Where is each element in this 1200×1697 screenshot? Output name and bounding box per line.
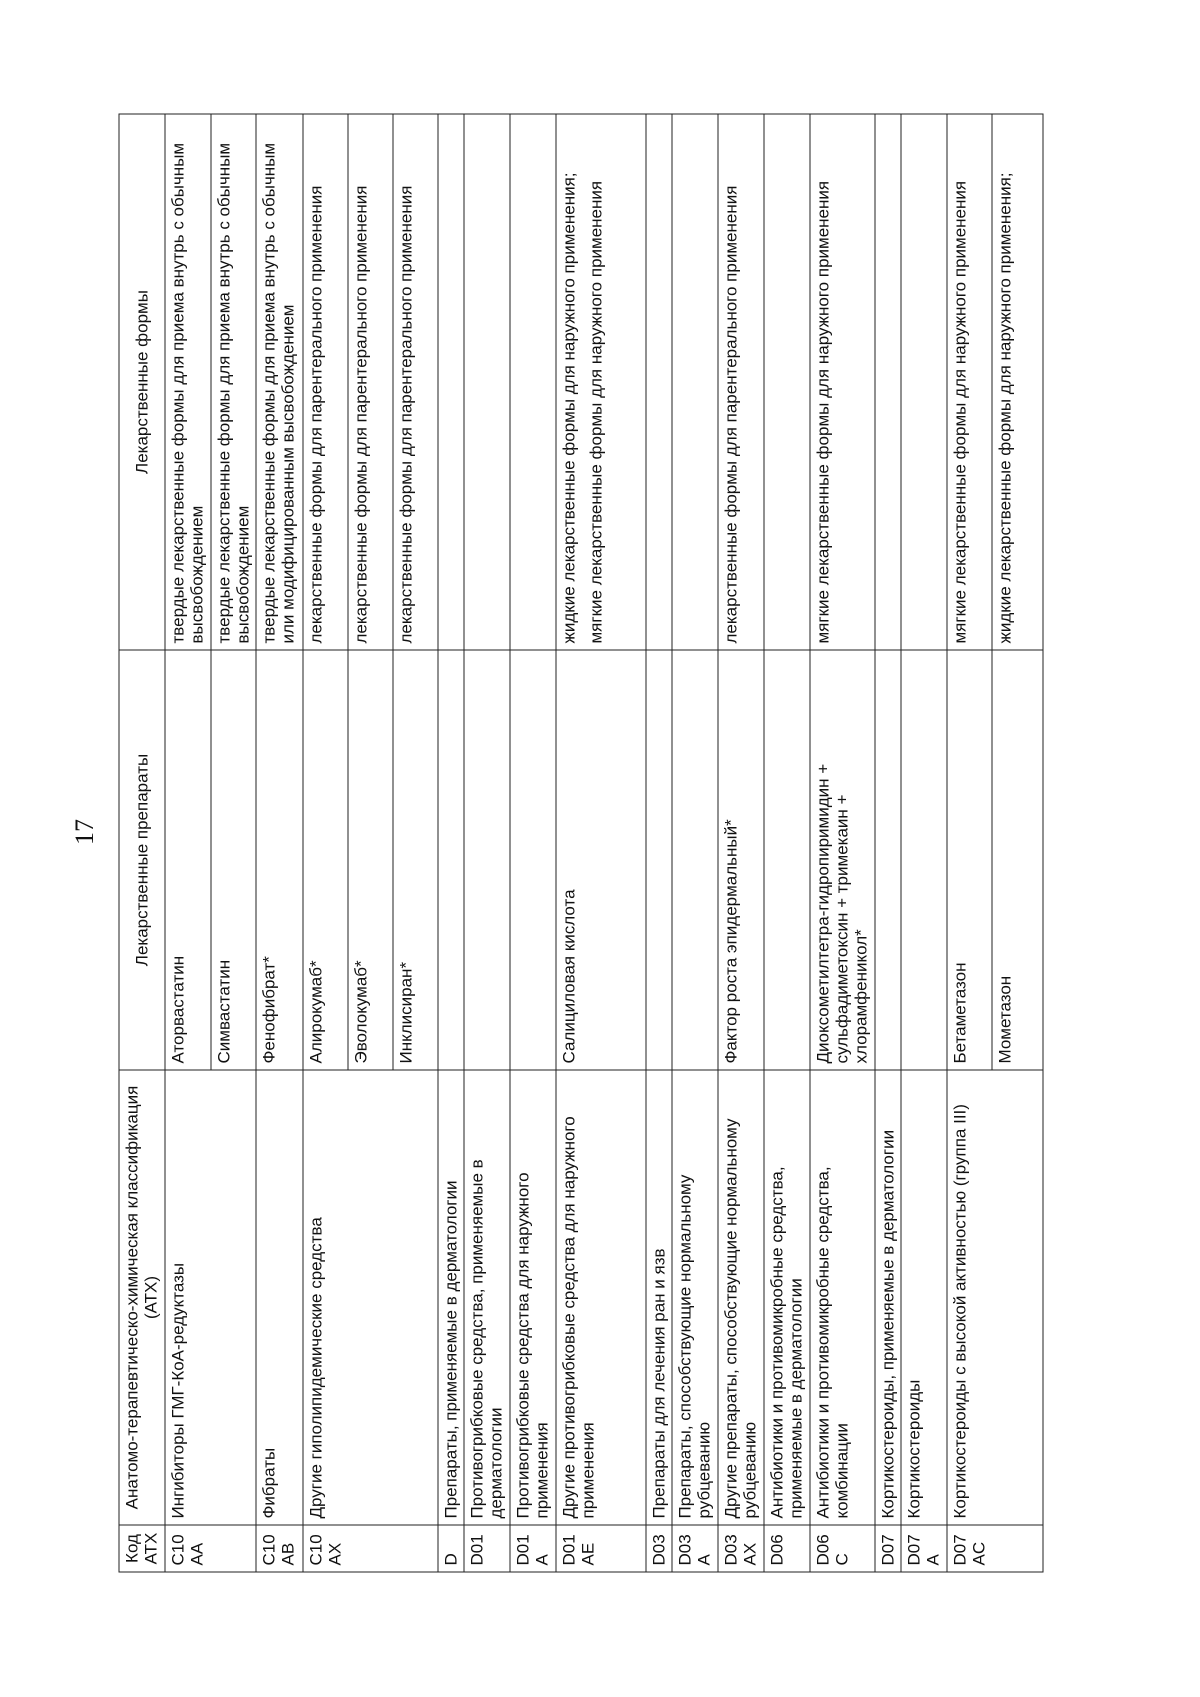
cell-form xyxy=(438,114,464,650)
cell-class: Препараты, способствующие нормальному рубцеванию xyxy=(672,1070,718,1525)
atc-drug-table xyxy=(119,114,1044,1573)
cell-code: D03 xyxy=(646,1525,672,1572)
header-forms: Лекарственные формы xyxy=(119,114,165,650)
cell-class: Антибиотики и противомикробные средства, применяемые в дерматологии xyxy=(764,1070,810,1525)
cell-class: Другие противогрибковые средства для наружного применения xyxy=(556,1070,646,1525)
cell-code: D07A xyxy=(901,1525,947,1572)
table-row xyxy=(646,114,672,1572)
table-row xyxy=(875,114,901,1572)
cell-class: Ингибиторы ГМГ-КоА-редуктазы xyxy=(165,1070,257,1525)
cell-class: Фибраты xyxy=(256,1070,303,1525)
cell-drug: Эволокумаб* xyxy=(348,650,393,1070)
cell-form: лекарственные формы для парентерального применения xyxy=(393,114,438,650)
form-line: жидкие лекарственные формы для наружного применения; xyxy=(559,172,579,644)
cell-code: D01A xyxy=(510,1525,556,1572)
cell-code: D07 xyxy=(875,1525,901,1572)
cell-code: C10AX xyxy=(303,1525,437,1572)
table-row xyxy=(764,114,810,1572)
header-code: Код АТХ xyxy=(119,1525,165,1572)
cell-form: твердые лекарственные формы для приема внутрь с обычным высвобождением xyxy=(165,114,211,650)
cell-form xyxy=(875,114,901,650)
cell-drug xyxy=(672,650,718,1070)
cell-drug: Фактор роста эпидермальный* xyxy=(718,650,764,1070)
table-row xyxy=(464,114,510,1572)
cell-code: D03A xyxy=(672,1525,718,1572)
header-drugs: Лекарственные препараты xyxy=(119,650,165,1070)
cell-code: D03AX xyxy=(718,1525,764,1572)
cell-drug: Мометазон xyxy=(992,650,1043,1070)
cell-drug xyxy=(764,650,810,1070)
cell-form xyxy=(556,114,646,650)
cell-drug: Алирокумаб* xyxy=(303,650,348,1070)
cell-class: Антибиотики и противомикробные средства, комбинации xyxy=(810,1070,875,1525)
cell-drug: Бетаметазон xyxy=(947,650,992,1070)
cell-form: мягкие лекарственные формы для наружного применения xyxy=(947,114,992,650)
cell-form: твердые лекарственные формы для приема внутрь с обычным или модифицированным высвобождением xyxy=(256,114,303,650)
table-row xyxy=(256,114,303,1572)
cell-code: C10AA xyxy=(165,1525,257,1572)
table-row xyxy=(165,114,211,1572)
cell-drug xyxy=(464,650,510,1070)
cell-class: Другие гиполипидемические средства xyxy=(303,1070,437,1525)
cell-form xyxy=(901,114,947,650)
table-header-row xyxy=(119,114,165,1572)
cell-class: Кортикостероиды с высокой активностью (группа III) xyxy=(947,1070,1043,1525)
table-row xyxy=(303,114,348,1572)
table-row xyxy=(438,114,464,1572)
cell-form: лекарственные формы для парентерального применения xyxy=(718,114,764,650)
cell-drug xyxy=(875,650,901,1070)
cell-class: Противогрибковые средства для наружного применения xyxy=(510,1070,556,1525)
cell-drug xyxy=(438,650,464,1070)
page-number: 17 xyxy=(70,819,99,845)
cell-form xyxy=(510,114,556,650)
table-row xyxy=(510,114,556,1572)
cell-drug: Аторвастатин xyxy=(165,650,211,1070)
table-row xyxy=(672,114,718,1572)
cell-class: Препараты для лечения ран и язв xyxy=(646,1070,672,1525)
cell-code: D xyxy=(438,1525,464,1572)
cell-class: Противогрибковые средства, применяемые в дерматологии xyxy=(464,1070,510,1525)
cell-code: D01AE xyxy=(556,1525,646,1572)
cell-form xyxy=(646,114,672,650)
cell-form xyxy=(672,114,718,650)
cell-code: D01 xyxy=(464,1525,510,1572)
table-row xyxy=(901,114,947,1572)
rotated-table-container xyxy=(119,115,1044,1573)
cell-class: Препараты, применяемые в дерматологии xyxy=(438,1070,464,1525)
cell-drug xyxy=(646,650,672,1070)
cell-drug xyxy=(901,650,947,1070)
header-classification: Анатомо-терапевтическо-химическая классификация (АТХ) xyxy=(119,1070,165,1525)
cell-form: лекарственные формы для парентерального применения xyxy=(348,114,393,650)
cell-drug: Салициловая кислота xyxy=(556,650,646,1070)
cell-form: лекарственные формы для парентерального применения xyxy=(303,114,348,650)
table-row xyxy=(556,114,646,1572)
cell-code: D06C xyxy=(810,1525,875,1572)
cell-form: мягкие лекарственные формы для наружного применения xyxy=(810,114,875,650)
cell-drug xyxy=(510,650,556,1070)
form-line: мягкие лекарственные формы для наружного применения xyxy=(586,180,606,644)
cell-drug: Симвастатин xyxy=(211,650,257,1070)
cell-drug: Диоксометилтетра-гидропиримидин + сульфадиметоксин + тримекаин + хлорамфеникол* xyxy=(810,650,875,1070)
cell-class: Другие препараты, способствующие нормальному рубцеванию xyxy=(718,1070,764,1525)
table-row xyxy=(947,114,992,1572)
cell-class: Кортикостероиды, применяемые в дерматологии xyxy=(875,1070,901,1525)
cell-drug: Инклисиран* xyxy=(393,650,438,1070)
cell-code: D07AC xyxy=(947,1525,1043,1572)
cell-form: жидкие лекарственные формы для наружного применения; xyxy=(992,114,1043,650)
cell-class: Кортикостероиды xyxy=(901,1070,947,1525)
cell-form: твердые лекарственные формы для приема внутрь с обычным высвобождением xyxy=(211,114,257,650)
cell-form xyxy=(764,114,810,650)
cell-form xyxy=(464,114,510,650)
cell-drug: Фенофибрат* xyxy=(256,650,303,1070)
cell-code: D06 xyxy=(764,1525,810,1572)
table-row xyxy=(810,114,875,1572)
table-row xyxy=(718,114,764,1572)
cell-code: C10AB xyxy=(256,1525,303,1572)
